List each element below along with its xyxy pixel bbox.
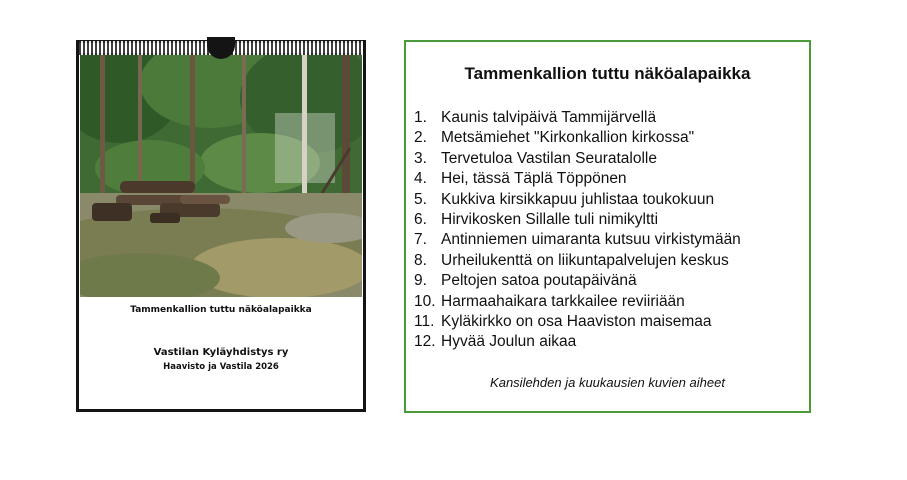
item-number: 12. — [414, 333, 436, 351]
list-item — [414, 230, 741, 250]
month-list — [414, 108, 741, 353]
calendar-caption: Tammenkallion tuttu näköalapaikka — [130, 305, 312, 315]
list-item — [414, 149, 741, 169]
item-text: Urheilukenttä on liikuntapalvelujen keskus — [441, 251, 729, 269]
item-text: Kukkiva kirsikkapuu juhlistaa toukokuun — [441, 190, 715, 208]
item-number: 4. — [414, 170, 427, 188]
list-item — [414, 108, 741, 128]
list-item — [414, 251, 741, 271]
item-number: 5. — [414, 190, 427, 208]
item-text: Hei, tässä Täplä Töppönen — [441, 170, 627, 188]
list-item — [414, 292, 741, 312]
list-item — [414, 271, 741, 291]
item-text: Hyvää Joulun aikaa — [441, 333, 577, 351]
contents-footer: Kansilehden ja kuukausien kuvien aiheet — [490, 375, 725, 390]
item-text: Harmaahaikara tarkkailee reviiriään — [441, 292, 685, 310]
item-number: 7. — [414, 231, 427, 249]
calendar-organization: Vastilan Kyläyhdistys ry — [153, 347, 289, 358]
list-item — [414, 128, 741, 148]
item-number: 9. — [414, 272, 427, 290]
list-item — [414, 210, 741, 230]
calendar-contents-box — [404, 40, 811, 413]
calendar-cover — [76, 40, 366, 412]
item-text: Antinniemen uimaranta kutsuu virkistymään — [441, 231, 741, 249]
item-number: 1. — [414, 109, 427, 126]
item-text: Metsämiehet "Kirkonkallion kirkossa" — [441, 129, 695, 147]
item-text: Peltojen satoa poutapäivänä — [441, 272, 637, 290]
item-number: 3. — [414, 149, 427, 167]
list-item — [414, 190, 741, 210]
list-item — [414, 169, 741, 189]
forest-bench-photo — [80, 53, 362, 297]
item-number: 2. — [414, 129, 427, 147]
item-number: 11. — [414, 312, 435, 330]
item-text: Kaunis talvipäivä Tammijärvellä — [441, 109, 657, 126]
item-number: 8. — [414, 251, 427, 269]
list-item — [414, 312, 741, 332]
item-text: Hirvikosken Sillalle tuli nimikyltti — [441, 210, 659, 228]
item-text: Tervetuloa Vastilan Seuratalolle — [441, 149, 657, 167]
item-number: 6. — [414, 210, 427, 228]
contents-title: Tammenkallion tuttu näköalapaikka — [464, 64, 751, 83]
list-item — [414, 332, 741, 352]
item-number: 10. — [414, 292, 436, 310]
calendar-place-year: Haavisto ja Vastila 2026 — [163, 362, 279, 372]
item-text: Kyläkirkko on osa Haaviston maisemaa — [441, 312, 712, 330]
